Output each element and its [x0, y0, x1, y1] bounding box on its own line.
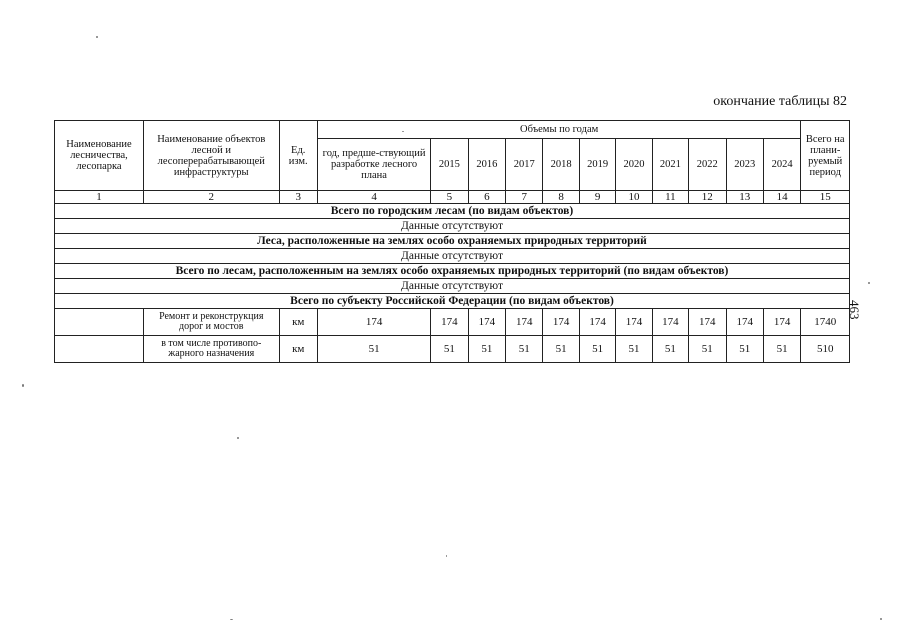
- column-number: 11: [652, 191, 688, 204]
- scan-speck: [22, 384, 24, 387]
- header-year: 2018: [543, 139, 579, 191]
- column-number: 15: [801, 191, 850, 204]
- header-year: 2022: [689, 139, 726, 191]
- column-number-row: [55, 191, 850, 204]
- column-number: 2: [144, 191, 280, 204]
- header-year: 2020: [616, 139, 652, 191]
- section-protected-areas: Леса, расположенные на землях особо охраняемых природных территорий: [55, 234, 850, 249]
- prev-year-value: 174: [317, 309, 430, 336]
- year-value: 51: [726, 336, 763, 363]
- column-number: 1: [55, 191, 144, 204]
- year-value: 51: [763, 336, 800, 363]
- year-value: 51: [652, 336, 688, 363]
- scan-speck: [446, 555, 447, 557]
- scan-speck: [230, 619, 233, 620]
- header-year: 2023: [726, 139, 763, 191]
- year-value: 174: [579, 309, 615, 336]
- column-number: 3: [279, 191, 317, 204]
- header-volumes-by-year: Объемы по годам: [317, 121, 800, 139]
- table-row: [55, 309, 850, 336]
- scan-speck: [880, 618, 882, 620]
- year-value: 174: [689, 309, 726, 336]
- year-value: 51: [579, 336, 615, 363]
- object-name-cell: Ремонт и реконструкция дорог и мостов: [144, 309, 280, 336]
- year-value: 174: [543, 309, 579, 336]
- year-value: 51: [543, 336, 579, 363]
- year-value: 174: [652, 309, 688, 336]
- no-data-note: Данные отсутствуют: [55, 219, 850, 234]
- year-value: 174: [726, 309, 763, 336]
- header-year: 2017: [506, 139, 543, 191]
- year-value: 174: [506, 309, 543, 336]
- year-value: 51: [468, 336, 505, 363]
- column-number: 4: [317, 191, 430, 204]
- header-year: 2015: [431, 139, 468, 191]
- section-protected-areas-total: Всего по лесам, расположенным на землях особо охраняемых природных территорий (по видам объектов): [55, 264, 850, 279]
- forest-infrastructure-table: [54, 120, 850, 363]
- year-value: 174: [431, 309, 468, 336]
- unit-cell: км: [279, 309, 317, 336]
- header-year: 2019: [579, 139, 615, 191]
- column-number: 10: [616, 191, 652, 204]
- scan-speck: [868, 282, 870, 284]
- header-prev-year: год, предше-ствующий разработке лесного плана: [317, 139, 430, 191]
- object-name-cell: в том числе противопо-жарного назначения: [144, 336, 280, 363]
- year-value: 174: [763, 309, 800, 336]
- column-number: 7: [506, 191, 543, 204]
- no-data-note: Данные отсутствуют: [55, 279, 850, 294]
- column-number: 12: [689, 191, 726, 204]
- total-value: 1740: [801, 309, 850, 336]
- column-number: 6: [468, 191, 505, 204]
- column-number: 5: [431, 191, 468, 204]
- year-value: 174: [616, 309, 652, 336]
- year-value: 51: [506, 336, 543, 363]
- year-value: 51: [689, 336, 726, 363]
- column-number: 9: [579, 191, 615, 204]
- header-total: Всего на плани-руемый период: [801, 121, 850, 191]
- column-number: 8: [543, 191, 579, 204]
- header-row-1: [55, 121, 850, 139]
- total-value: 510: [801, 336, 850, 363]
- header-year: 2024: [763, 139, 800, 191]
- year-value: 51: [616, 336, 652, 363]
- scan-speck: [237, 437, 239, 439]
- scan-speck: [96, 36, 98, 38]
- forestry-name-cell: [55, 336, 144, 363]
- column-number: 14: [763, 191, 800, 204]
- header-forestry-name: Наименование лесничества, лесопарка: [55, 121, 144, 191]
- section-subject-total: Всего по субъекту Российской Федерации (по видам объектов): [55, 294, 850, 309]
- scan-speck: [402, 131, 404, 132]
- page-number: 463: [847, 300, 862, 320]
- year-value: 51: [431, 336, 468, 363]
- header-year: 2016: [468, 139, 505, 191]
- table-caption: окончание таблицы 82: [713, 94, 847, 109]
- prev-year-value: 51: [317, 336, 430, 363]
- header-unit: Ед. изм.: [279, 121, 317, 191]
- no-data-note: Данные отсутствуют: [55, 249, 850, 264]
- table-row: [55, 336, 850, 363]
- header-object-name: Наименование объектов лесной и лесоперерабатывающей инфраструктуры: [144, 121, 280, 191]
- year-value: 174: [468, 309, 505, 336]
- unit-cell: км: [279, 336, 317, 363]
- column-number: 13: [726, 191, 763, 204]
- forestry-name-cell: [55, 309, 144, 336]
- header-year: 2021: [652, 139, 688, 191]
- section-urban-forests-total: Всего по городским лесам (по видам объектов): [55, 204, 850, 219]
